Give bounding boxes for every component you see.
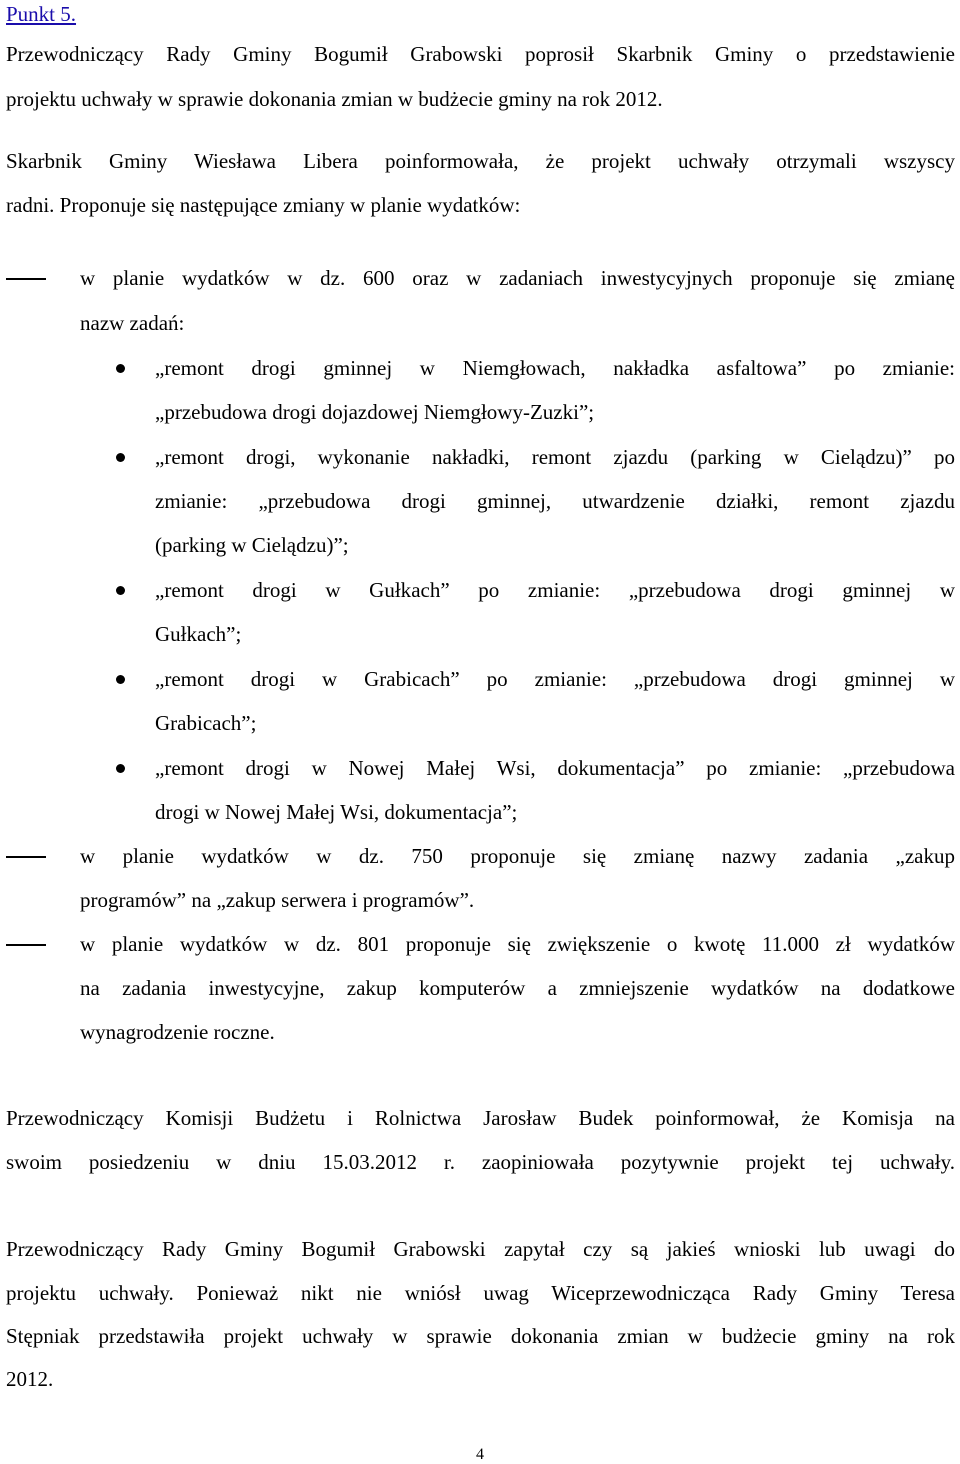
- paragraph-2-line-2: radni. Proponuje się następujące zmiany w planie wydatków:: [6, 193, 521, 217]
- bullet-3-line-2: Gułkach”;: [155, 622, 242, 646]
- bullet-icon: [116, 764, 125, 773]
- dash-item-3-line-3: wynagrodzenie roczne.: [80, 1020, 275, 1044]
- bullet-icon: [116, 675, 125, 684]
- bullet-5-line-2: drogi w Nowej Małej Wsi, dokumentacja”;: [155, 800, 518, 824]
- paragraph-3-line-1: Przewodniczący Komisji Budżetu i Rolnictwa Jarosław Budek poinformował, że Komisja na: [6, 1106, 955, 1130]
- paragraph-4-line-1: Przewodniczący Rady Gminy Bogumił Grabowski zapytał czy są jakieś wnioski lub uwagi do: [6, 1237, 955, 1261]
- page-number: 4: [476, 1446, 484, 1463]
- dash-item-3-line-2: na zadania inwestycyjne, zakup komputerów a zmniejszenie wydatków na dodatkowe: [80, 976, 955, 1000]
- bullet-icon: [116, 364, 125, 373]
- dash-marker: [6, 856, 46, 858]
- bullet-1-line-2: „przebudowa drogi dojazdowej Niemgłowy-Zuzki”;: [155, 400, 595, 424]
- paragraph-4-line-3: Stępniak przedstawiła projekt uchwały w sprawie dokonania zmian w budżecie gminy na rok: [6, 1324, 955, 1348]
- paragraph-1-line-2: projektu uchwały w sprawie dokonania zmian w budżecie gminy na rok 2012.: [6, 87, 663, 111]
- paragraph-4-line-2: projektu uchwały. Ponieważ nikt nie wniósł uwag Wiceprzewodnicząca Rady Gminy Teresa: [6, 1281, 955, 1305]
- dash-item-1-line-1: w planie wydatków w dz. 600 oraz w zadaniach inwestycyjnych proponuje się zmianę: [80, 266, 955, 290]
- dash-item-1-line-2: nazw zadań:: [80, 311, 185, 335]
- bullet-2-line-3: (parking w Cielądzu)”;: [155, 533, 349, 557]
- paragraph-4-line-4: 2012.: [6, 1367, 54, 1391]
- bullet-1-line-1: „remont drogi gminnej w Niemgłowach, nakładka asfaltowa” po zmianie:: [155, 356, 955, 380]
- bullet-2-line-2: zmianie: „przebudowa drogi gminnej, utwardzenie działki, remont zjazdu: [155, 489, 955, 513]
- bullet-icon: [116, 453, 125, 462]
- dash-item-2-line-1: w planie wydatków w dz. 750 proponuje się zmianę nazwy zadania „zakup: [80, 844, 955, 868]
- dash-marker: [6, 944, 46, 946]
- bullet-3-line-1: „remont drogi w Gułkach” po zmianie: „przebudowa drogi gminnej w: [155, 578, 955, 602]
- dash-marker: [6, 278, 46, 280]
- dash-item-2-line-2: programów” na „zakup serwera i programów”.: [80, 888, 475, 912]
- bullet-icon: [116, 586, 125, 595]
- section-heading: Punkt 5.: [6, 2, 77, 26]
- bullet-5-line-1: „remont drogi w Nowej Małej Wsi, dokumentacja” po zmianie: „przebudowa: [155, 756, 955, 780]
- paragraph-2-line-1: Skarbnik Gminy Wiesława Libera poinformowała, że projekt uchwały otrzymali wszyscy: [6, 149, 955, 173]
- paragraph-1-line-1: Przewodniczący Rady Gminy Bogumił Grabowski poprosił Skarbnik Gminy o przedstawienie: [6, 42, 955, 66]
- bullet-2-line-1: „remont drogi, wykonanie nakładki, remont zjazdu (parking w Cielądzu)” po: [155, 445, 955, 469]
- dash-item-3-line-1: w planie wydatków w dz. 801 proponuje się zwiększenie o kwotę 11.000 zł wydatków: [80, 932, 955, 956]
- paragraph-3-line-2: swoim posiedzeniu w dniu 15.03.2012 r. zaopiniowała pozytywnie projekt tej uchwały.: [6, 1150, 955, 1174]
- bullet-4-line-2: Grabicach”;: [155, 711, 257, 735]
- bullet-4-line-1: „remont drogi w Grabicach” po zmianie: „przebudowa drogi gminnej w: [155, 667, 955, 691]
